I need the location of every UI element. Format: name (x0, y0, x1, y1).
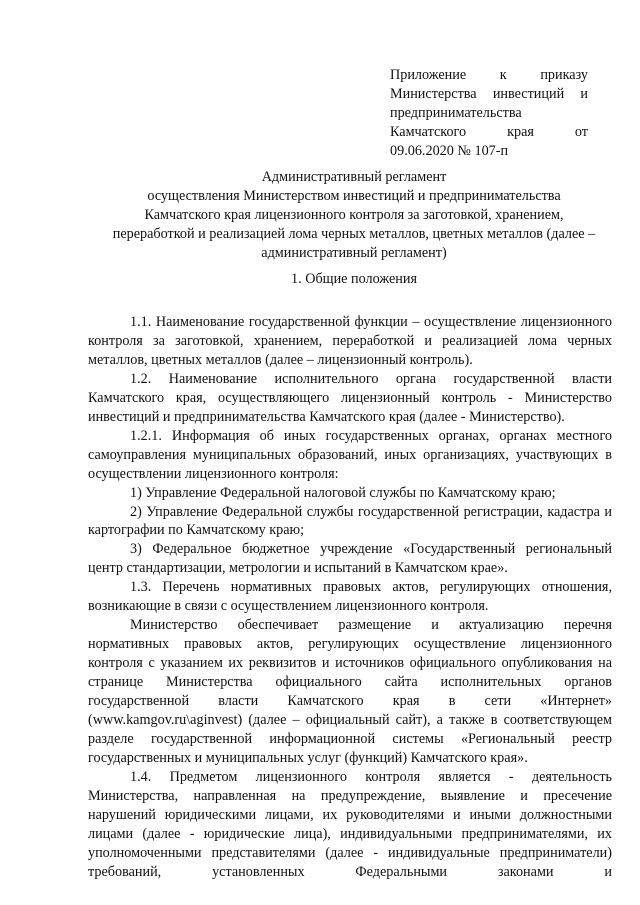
list-item-3: 3) Федеральное бюджетное учреждение «Государственный региональный центр стандартизации, метрологии и испытаний в Камчатском крае». (88, 541, 612, 577)
list-item-1: 1) Управление Федеральной налоговой службы по Камчатскому краю; (130, 484, 556, 501)
section-heading: 1. Общие положения (291, 271, 417, 287)
appendix-note (390, 66, 588, 161)
appendix-line: предпринимательства (390, 105, 522, 121)
list-item-2: 2) Управление Федеральной службы государственной регистрации, кадастра и картографии по Камчатскому краю; (88, 503, 612, 539)
document-body (88, 313, 612, 882)
paragraph-1-1: 1.1. Наименование государственной функции – осуществление лицензионного контроля за заготовкой, хранением, переработкой и реализацией лома черных металлов, цветных металлов (далее – лицензионный контроль). (88, 314, 612, 368)
paragraph-1-3: 1.3. Перечень нормативных правовых актов, регулирующих отношения, возникающие в связи с осуществлением лицензионного контроля. (88, 579, 612, 615)
paragraph-1-4: 1.4. Предметом лицензионного контроля является - деятельность Министерства, направленная на предупреждение, выявление и пресечение нарушений юридическими лицами, их руководителями и иными должностными лицами (далее - юридические лица), индивидуальными предпринимателями, их уполномоченными представителями (далее - индивидуальные предприниматели) требований, установленных Федеральными законами и (88, 768, 612, 880)
title-line: Камчатского края лицензионного контроля за заготовкой, хранением, (144, 207, 564, 223)
paragraph-1-2-1: 1.2.1. Информация об иных государственных органах, органах местного самоуправления муниципальных образований, иных организациях, участвующих в осуществлении лицензионного контроля: (88, 427, 612, 482)
appendix-line: Приложение к приказу (390, 67, 588, 83)
title-line: осуществления Министерством инвестиций и предпринимательства (147, 188, 561, 204)
appendix-line: 09.06.2020 № 107-п (390, 143, 509, 159)
title-line: переработкой и реализацией лома черных металлов, цветных металлов (далее – (112, 226, 596, 242)
title-line: Административный регламент (261, 169, 447, 185)
paragraph-1-2: 1.2. Наименование исполнительного органа государственной власти Камчатского края, осуществляющего лицензионный контроль - Министерство инвестиций и предпринимательства Камчатского края (далее - Министерство). (88, 370, 612, 425)
paragraph-ministry-duties: Министерство обеспечивает размещение и актуализацию перечня нормативных правовых актов, регулирующих осуществление лицензионного контроля с указанием их реквизитов и источников официального опубликования на странице Министерства официального сайта исполнительных органов государственной власти Камчатского края в сети «Интернет» (www.kamgov.ru\aginvest) (далее – официальный сайт), а также в соответствующем разделе государственной информационной системы «Региональный реестр государственных и муниципальных услуг (функций) Камчатского края». (88, 617, 612, 766)
title-line: административный регламент) (261, 245, 447, 261)
document-title (88, 168, 620, 263)
appendix-line: Камчатского края от (390, 124, 588, 140)
appendix-line: Министерства инвестиций и (390, 86, 588, 102)
